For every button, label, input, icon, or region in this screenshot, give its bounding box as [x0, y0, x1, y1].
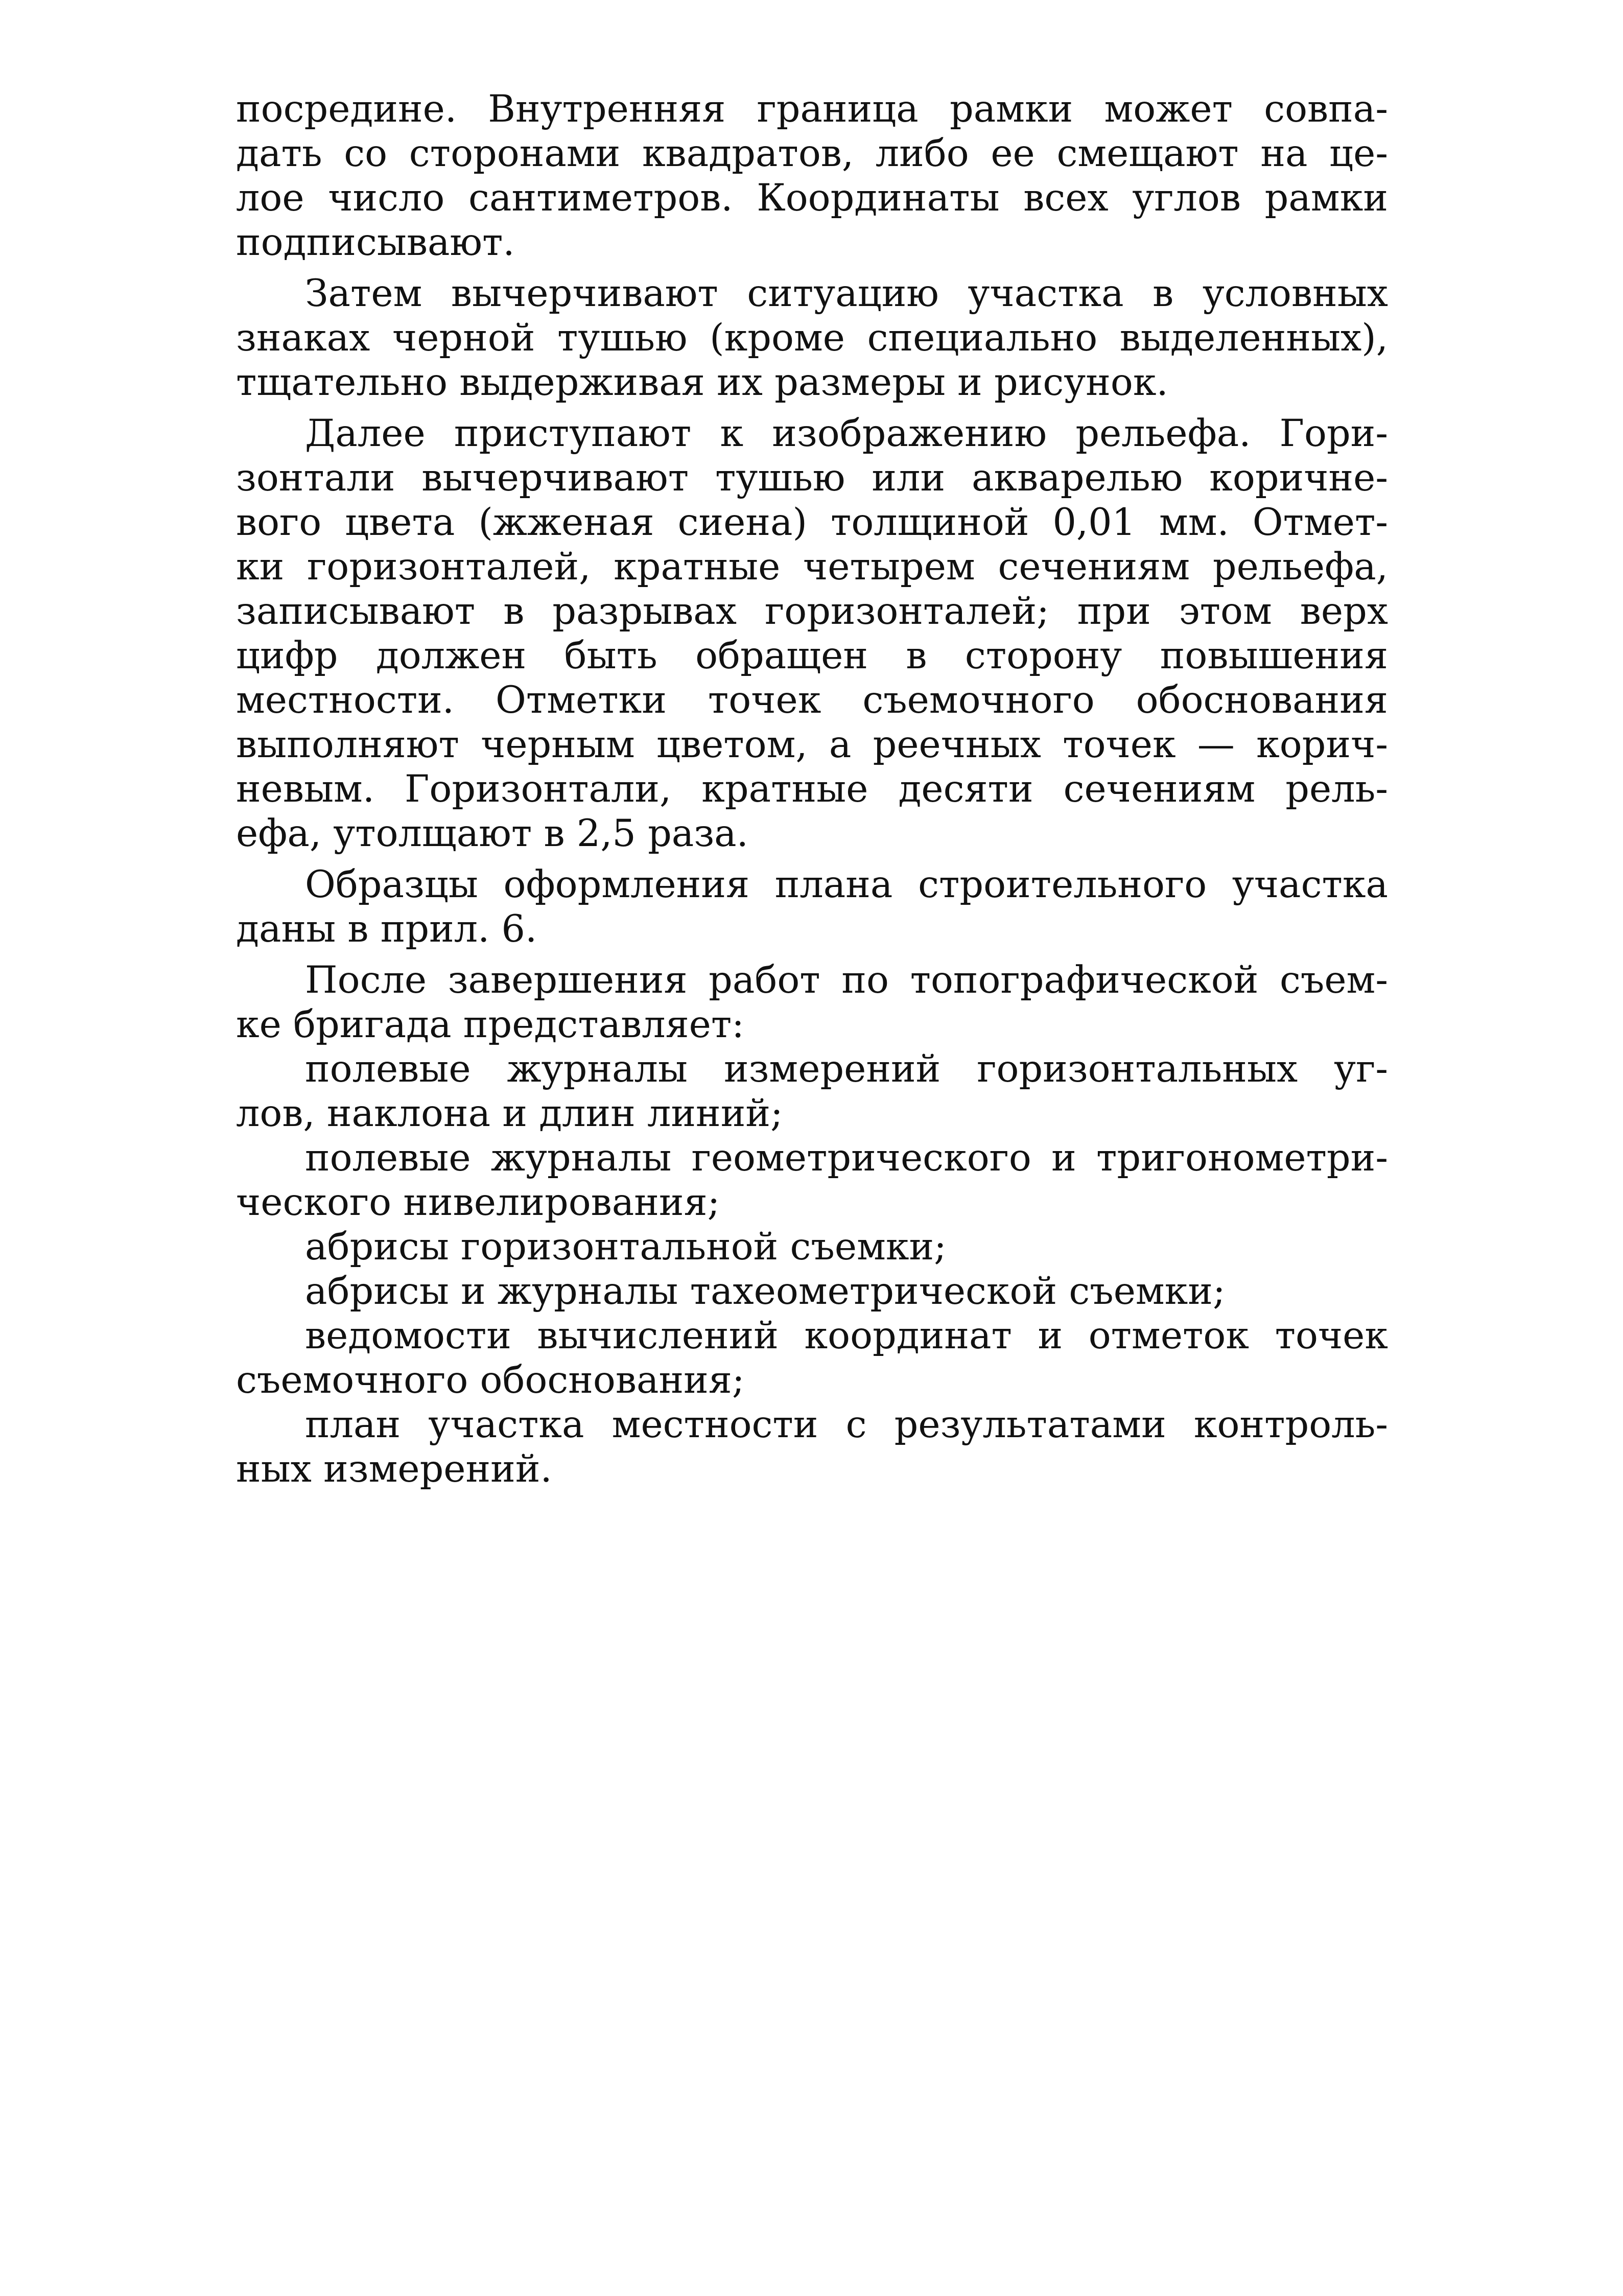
paragraph-gap	[236, 405, 1388, 411]
text-line: тщательно выдерживая их размеры и рисунок.	[236, 361, 1168, 404]
text-line: лов, наклона и длин линий;	[236, 1092, 783, 1135]
text-line: Далее приступают к изображению рельефа. Гори-	[305, 412, 1388, 455]
text-line: подписывают.	[236, 221, 515, 264]
text-line: записывают в разрывах горизонталей; при этом верх	[236, 590, 1388, 633]
text-line: выполняют черным цветом, а реечных точек — корич-	[236, 723, 1388, 766]
text-line: абрисы и журналы тахеометрической съемки;	[305, 1270, 1226, 1313]
text-line: ке бригада представляет:	[236, 1003, 744, 1046]
text-line: Образцы оформления плана строительного участка	[305, 863, 1388, 906]
text-line: съемочного обоснования;	[236, 1358, 745, 1402]
text-line: невым. Горизонтали, кратные десяти сечениям рель-	[236, 767, 1388, 811]
text-line: зонтали вычерчивают тушью или акварелью коричне-	[236, 456, 1388, 500]
paragraph-gap	[236, 856, 1388, 862]
text-line: цифр должен быть обращен в сторону повышения	[236, 634, 1388, 677]
text-line: лое число сантиметров. Координаты всех углов рамки	[236, 176, 1388, 220]
text-line: Затем вычерчивают ситуацию участка в условных	[305, 272, 1388, 315]
paragraph-gap	[236, 951, 1388, 958]
text-line: полевые журналы измерений горизонтальных уг-	[305, 1047, 1388, 1091]
text-line: ческого нивелирования;	[236, 1181, 720, 1224]
text-line: ных измерений.	[236, 1447, 552, 1491]
text-line: знаках черной тушью (кроме специально выделенных),	[236, 316, 1388, 360]
text-line: план участка местности с результатами контроль-	[305, 1403, 1388, 1446]
text-line: ефа, утолщают в 2,5 раза.	[236, 812, 748, 855]
text-line: ведомости вычислений координат и отметок точек	[305, 1314, 1388, 1357]
text-line: вого цвета (жженая сиена) толщиной 0,01 мм. Отмет-	[236, 501, 1388, 544]
text-line: посредине. Внутренняя граница рамки может совпа-	[236, 87, 1388, 131]
text-line: После завершения работ по топографической съем-	[305, 958, 1388, 1002]
text-line: полевые журналы геометрического и тригонометри-	[305, 1136, 1388, 1180]
text-line: абрисы горизонтальной съемки;	[305, 1225, 947, 1269]
document-page	[236, 87, 1388, 1491]
text-line: местности. Отметки точек съемочного обоснования	[236, 678, 1388, 722]
text-line: ки горизонталей, кратные четырем сечениям рельефа,	[236, 545, 1388, 589]
text-line: дать со сторонами квадратов, либо ее смещают на це-	[236, 132, 1388, 175]
text-line: даны в прил. 6.	[236, 907, 537, 951]
paragraph-gap	[236, 265, 1388, 271]
